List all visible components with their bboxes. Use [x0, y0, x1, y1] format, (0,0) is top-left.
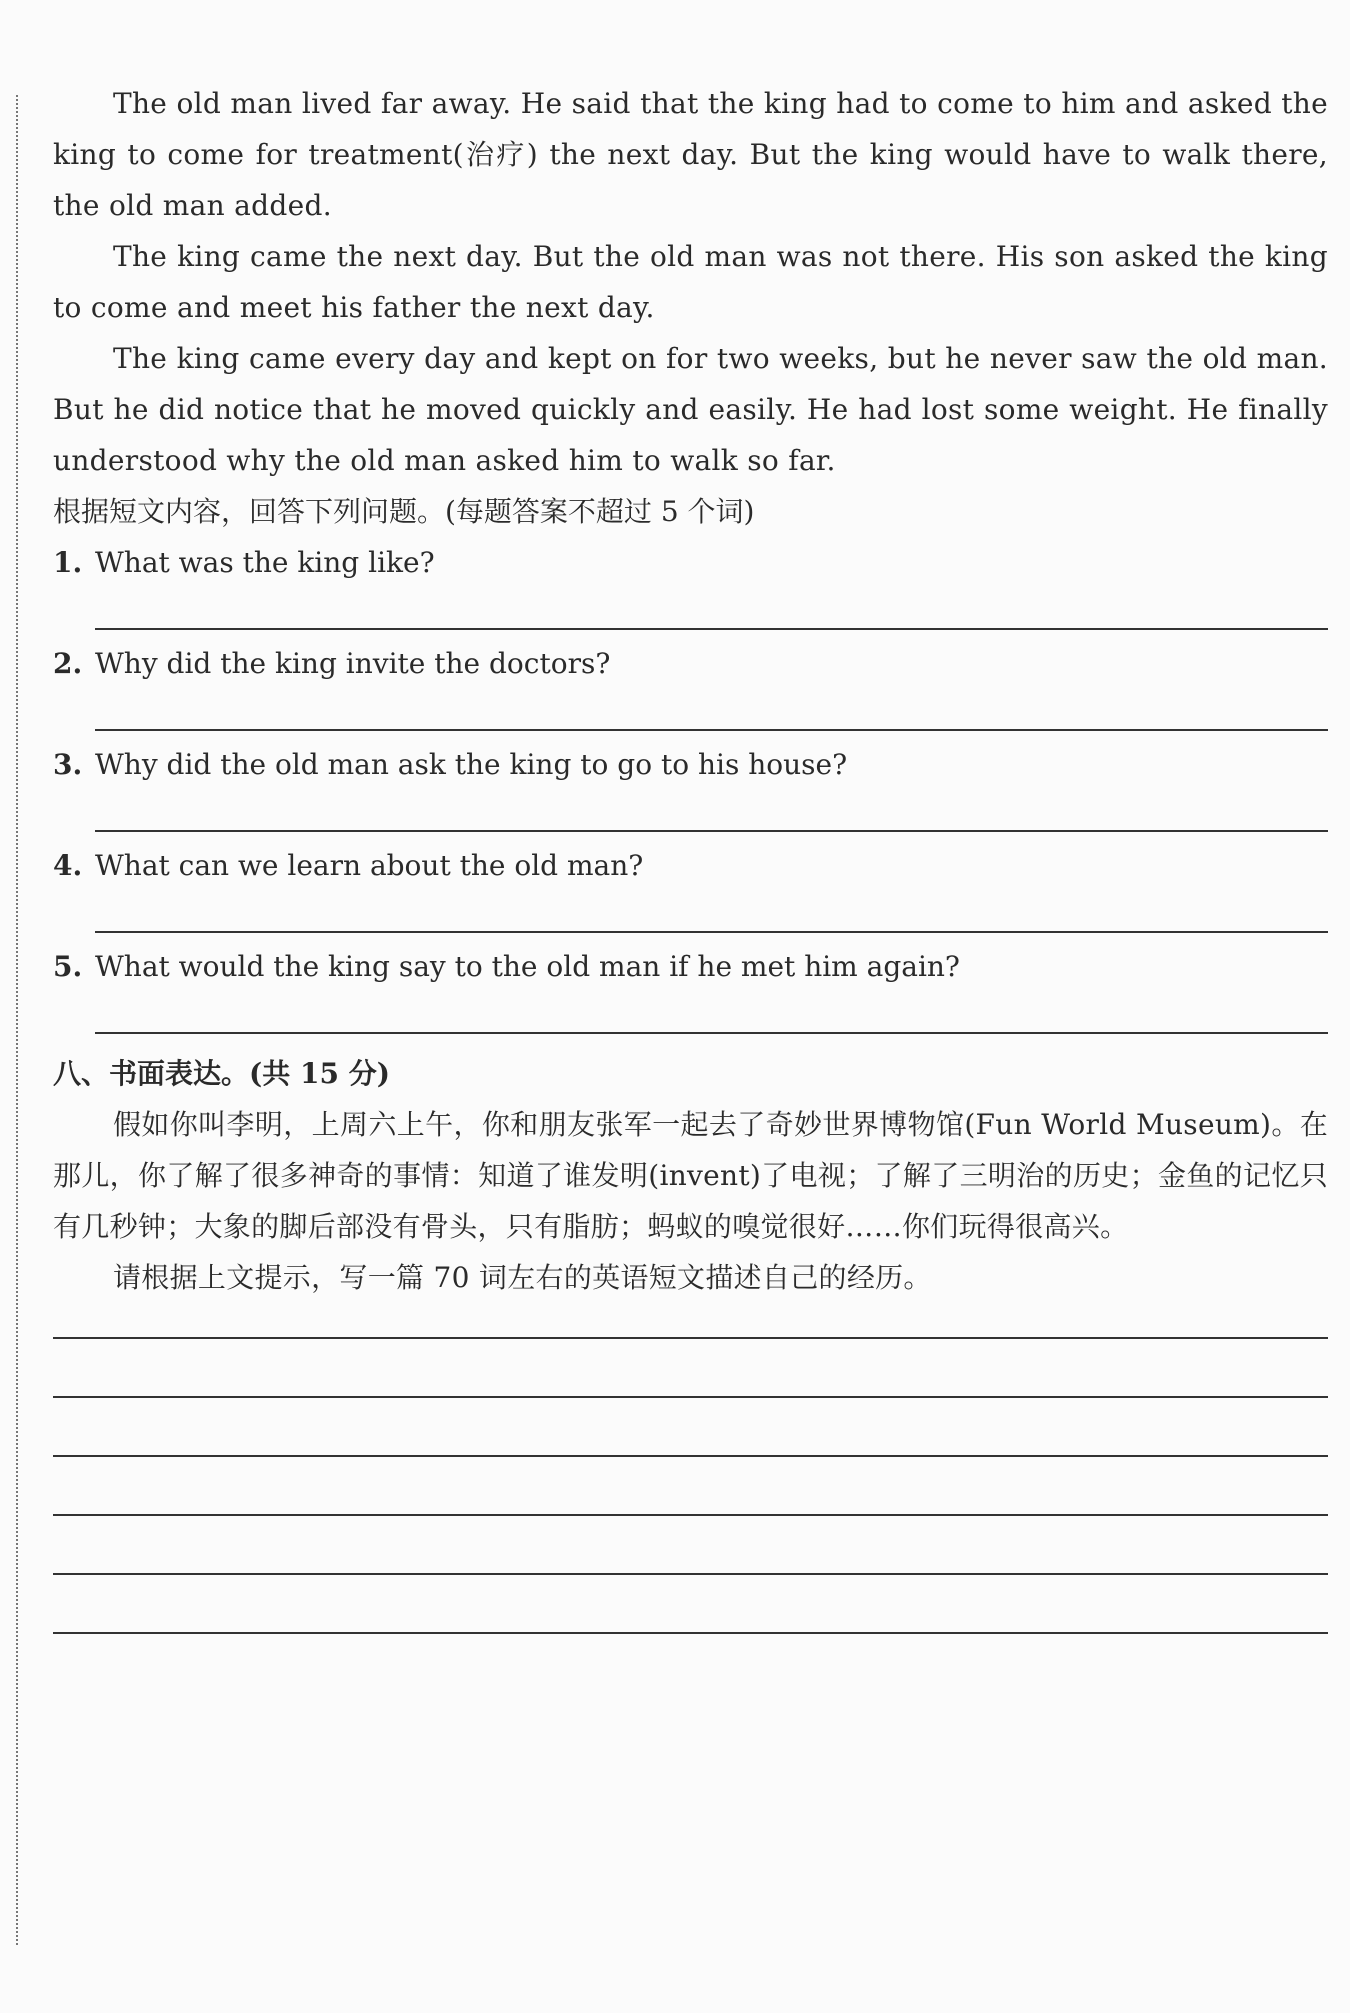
- answer-line[interactable]: [95, 931, 1328, 933]
- writing-line[interactable]: [53, 1632, 1328, 1634]
- writing-area: [53, 1337, 1328, 1634]
- section-title: 八、书面表达。(共 15 分): [53, 1057, 390, 1090]
- question-text: What can we learn about the old man?: [95, 849, 644, 882]
- writing-line[interactable]: [53, 1573, 1328, 1575]
- passage-paragraph: The king came every day and kept on for two weeks, but he never saw the old man. But he did notice that he moved quickly and easily. He had lost some weight. He finally understood why the old man asked him to walk so far.: [53, 342, 1328, 477]
- question-text: What was the king like?: [95, 546, 435, 579]
- question-item: [53, 739, 1328, 832]
- writing-task: 请根据上文提示，写一篇 70 词左右的英语短文描述自己的经历。: [113, 1261, 932, 1294]
- binding-margin-line: [16, 95, 18, 1945]
- worksheet-content: [53, 78, 1328, 1691]
- passage-paragraph: The old man lived far away. He said that the king had to come to him and asked the king to come for treatment(治疗) the next day. But the king would have to walk there, the old man added.: [53, 87, 1328, 222]
- writing-line[interactable]: [53, 1337, 1328, 1339]
- answer-line[interactable]: [95, 1032, 1328, 1034]
- question-item: [53, 638, 1328, 731]
- writing-prompt: 假如你叫李明，上周六上午，你和朋友张军一起去了奇妙世界博物馆(Fun World Museum)。在那儿，你了解了很多神奇的事情：知道了谁发明(invent)了电视；了解了三明治的历史；金鱼的记忆只有几秒钟；大象的脚后部没有骨头，只有脂肪；蚂蚁的嗅觉很好……你们玩得很高兴。: [53, 1108, 1328, 1243]
- answer-line[interactable]: [95, 729, 1328, 731]
- question-text: Why did the king invite the doctors?: [95, 647, 611, 680]
- writing-line[interactable]: [53, 1455, 1328, 1457]
- writing-line[interactable]: [53, 1514, 1328, 1516]
- passage-paragraph: The king came the next day. But the old man was not there. His son asked the king to come and meet his father the next day.: [53, 240, 1328, 324]
- answer-line[interactable]: [95, 628, 1328, 630]
- writing-line[interactable]: [53, 1396, 1328, 1398]
- question-item: [53, 941, 1328, 1034]
- question-number: 3.: [53, 748, 83, 781]
- question-item: [53, 840, 1328, 933]
- question-number: 4.: [53, 849, 83, 882]
- question-number: 2.: [53, 647, 83, 680]
- question-text: Why did the old man ask the king to go to his house?: [95, 748, 848, 781]
- question-number: 1.: [53, 546, 83, 579]
- question-item: [53, 537, 1328, 630]
- question-text: What would the king say to the old man if he met him again?: [95, 950, 960, 983]
- answer-line[interactable]: [95, 830, 1328, 832]
- question-number: 5.: [53, 950, 83, 983]
- questions-instruction: 根据短文内容，回答下列问题。(每题答案不超过 5 个词): [53, 495, 755, 528]
